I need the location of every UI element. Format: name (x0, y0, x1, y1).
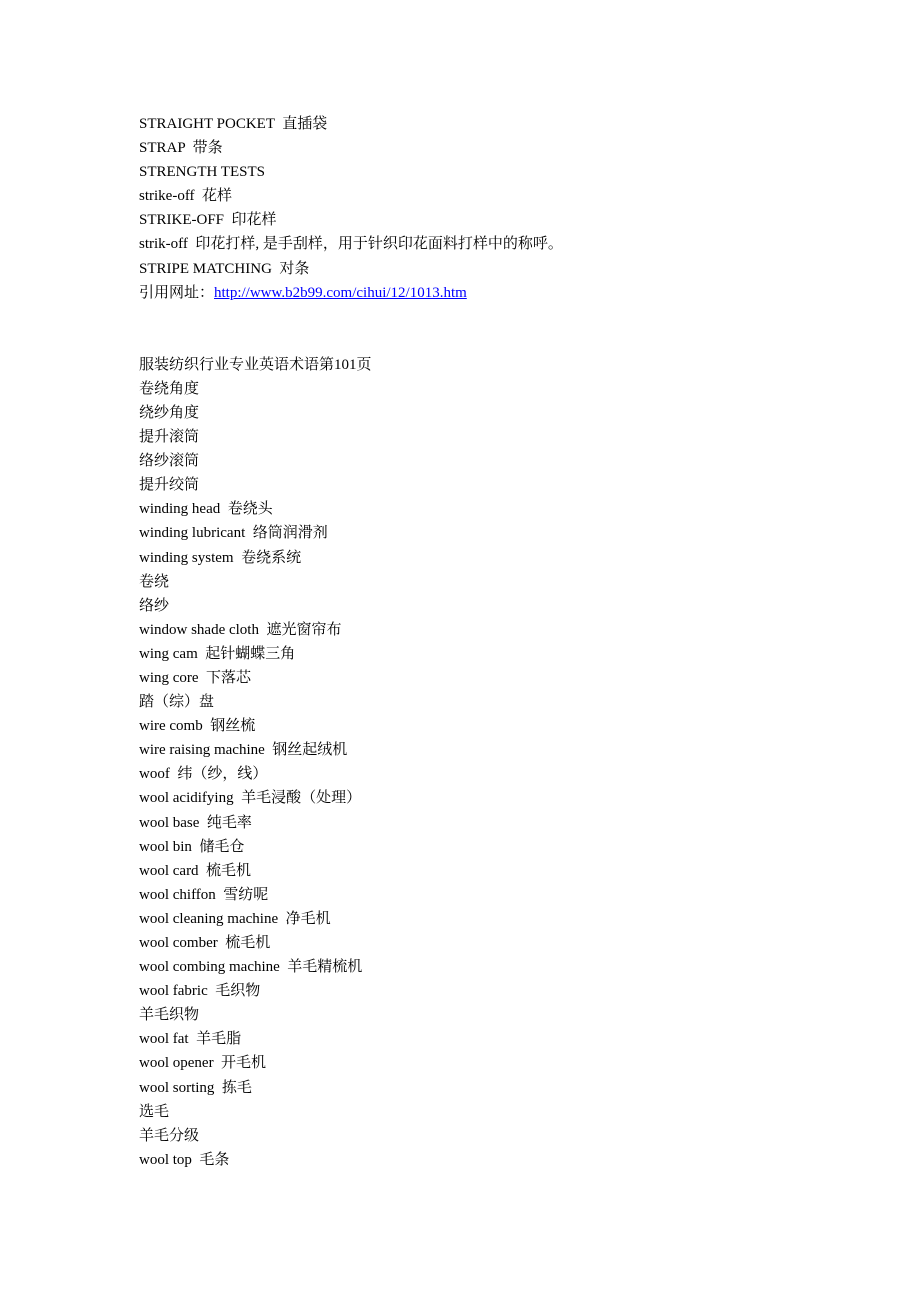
section-spacer (139, 305, 839, 353)
glossary-entry: wool top 毛条 (139, 1151, 230, 1168)
glossary-entry: wool fat 羊毛脂 (139, 1031, 242, 1048)
glossary-entry: 选毛 (139, 1103, 170, 1120)
glossary-entry: 络纱 (139, 597, 170, 614)
glossary-entry: winding lubricant 络筒润滑剂 (139, 525, 328, 542)
glossary-entry: strike-off 花样 (139, 188, 233, 205)
glossary-entry: STRIPE MATCHING 对条 (139, 260, 310, 277)
glossary-entry: 提升绞筒 (139, 477, 200, 494)
glossary-entry: wool comber 梳毛机 (139, 935, 271, 951)
glossary-entry: woof 纬（纱，线） (139, 766, 268, 783)
glossary-entry: wing cam 起针蝴蝶三角 (139, 645, 296, 662)
source-reference (139, 281, 839, 305)
glossary-entry: STRAIGHT POCKET 直插袋 (139, 116, 328, 132)
glossary-entry: winding head 卷绕头 (139, 501, 273, 518)
glossary-entry: 卷绕 (139, 573, 170, 590)
glossary-entry: 踏（综）盘 (139, 694, 215, 711)
glossary-entry: 提升滚筒 (139, 429, 200, 446)
glossary-entry: 绕纱角度 (139, 404, 200, 421)
glossary-entry: 羊毛分级 (139, 1127, 200, 1144)
glossary-entry: winding system 卷绕系统 (139, 549, 302, 566)
glossary-entry: wool fabric 毛织物 (139, 983, 261, 1000)
glossary-entry: wool bin 储毛仓 (139, 838, 245, 855)
glossary-entry: wool sorting 拣毛 (139, 1079, 252, 1096)
glossary-entry: wool base 纯毛率 (139, 814, 252, 831)
glossary-entry: wing core 下落芯 (139, 669, 252, 686)
glossary-entry: 卷绕角度 (139, 380, 200, 397)
glossary-entry: wool card 梳毛机 (139, 862, 252, 879)
glossary-entry: wool combing machine 羊毛精梳机 (139, 959, 363, 976)
glossary-section-2 (139, 353, 839, 1172)
glossary-entry: strik-off 印花打样, 是手刮样，用于针织印花面料打样中的称呼。 (139, 236, 563, 253)
glossary-entry: wool cleaning machine 净毛机 (139, 910, 331, 927)
glossary-entry: wool opener 开毛机 (139, 1055, 267, 1072)
glossary-entry: window shade cloth 遮光窗帘布 (139, 621, 342, 638)
section-title: 服装纺织行业专业英语术语第101页 (139, 356, 372, 373)
glossary-section-1 (139, 112, 839, 305)
glossary-entry: STRIKE-OFF 印花样 (139, 212, 277, 229)
source-label: 引用网址： (139, 284, 215, 301)
glossary-entry: wool chiffon 雪纺呢 (139, 886, 269, 903)
glossary-entry: 络纱滚筒 (139, 453, 200, 470)
glossary-entry: wool acidifying 羊毛浸酸（处理） (139, 790, 362, 807)
source-url-link[interactable]: http://www.b2b99.com/cihui/12/1013.htm (214, 284, 467, 301)
document-body (139, 112, 839, 1172)
glossary-entry: 羊毛织物 (139, 1007, 200, 1024)
glossary-entry: STRAP 带条 (139, 140, 223, 157)
glossary-entry: STRENGTH TESTS (139, 164, 265, 181)
glossary-entry: wire comb 钢丝梳 (139, 718, 256, 735)
glossary-entry: wire raising machine 钢丝起绒机 (139, 742, 348, 759)
